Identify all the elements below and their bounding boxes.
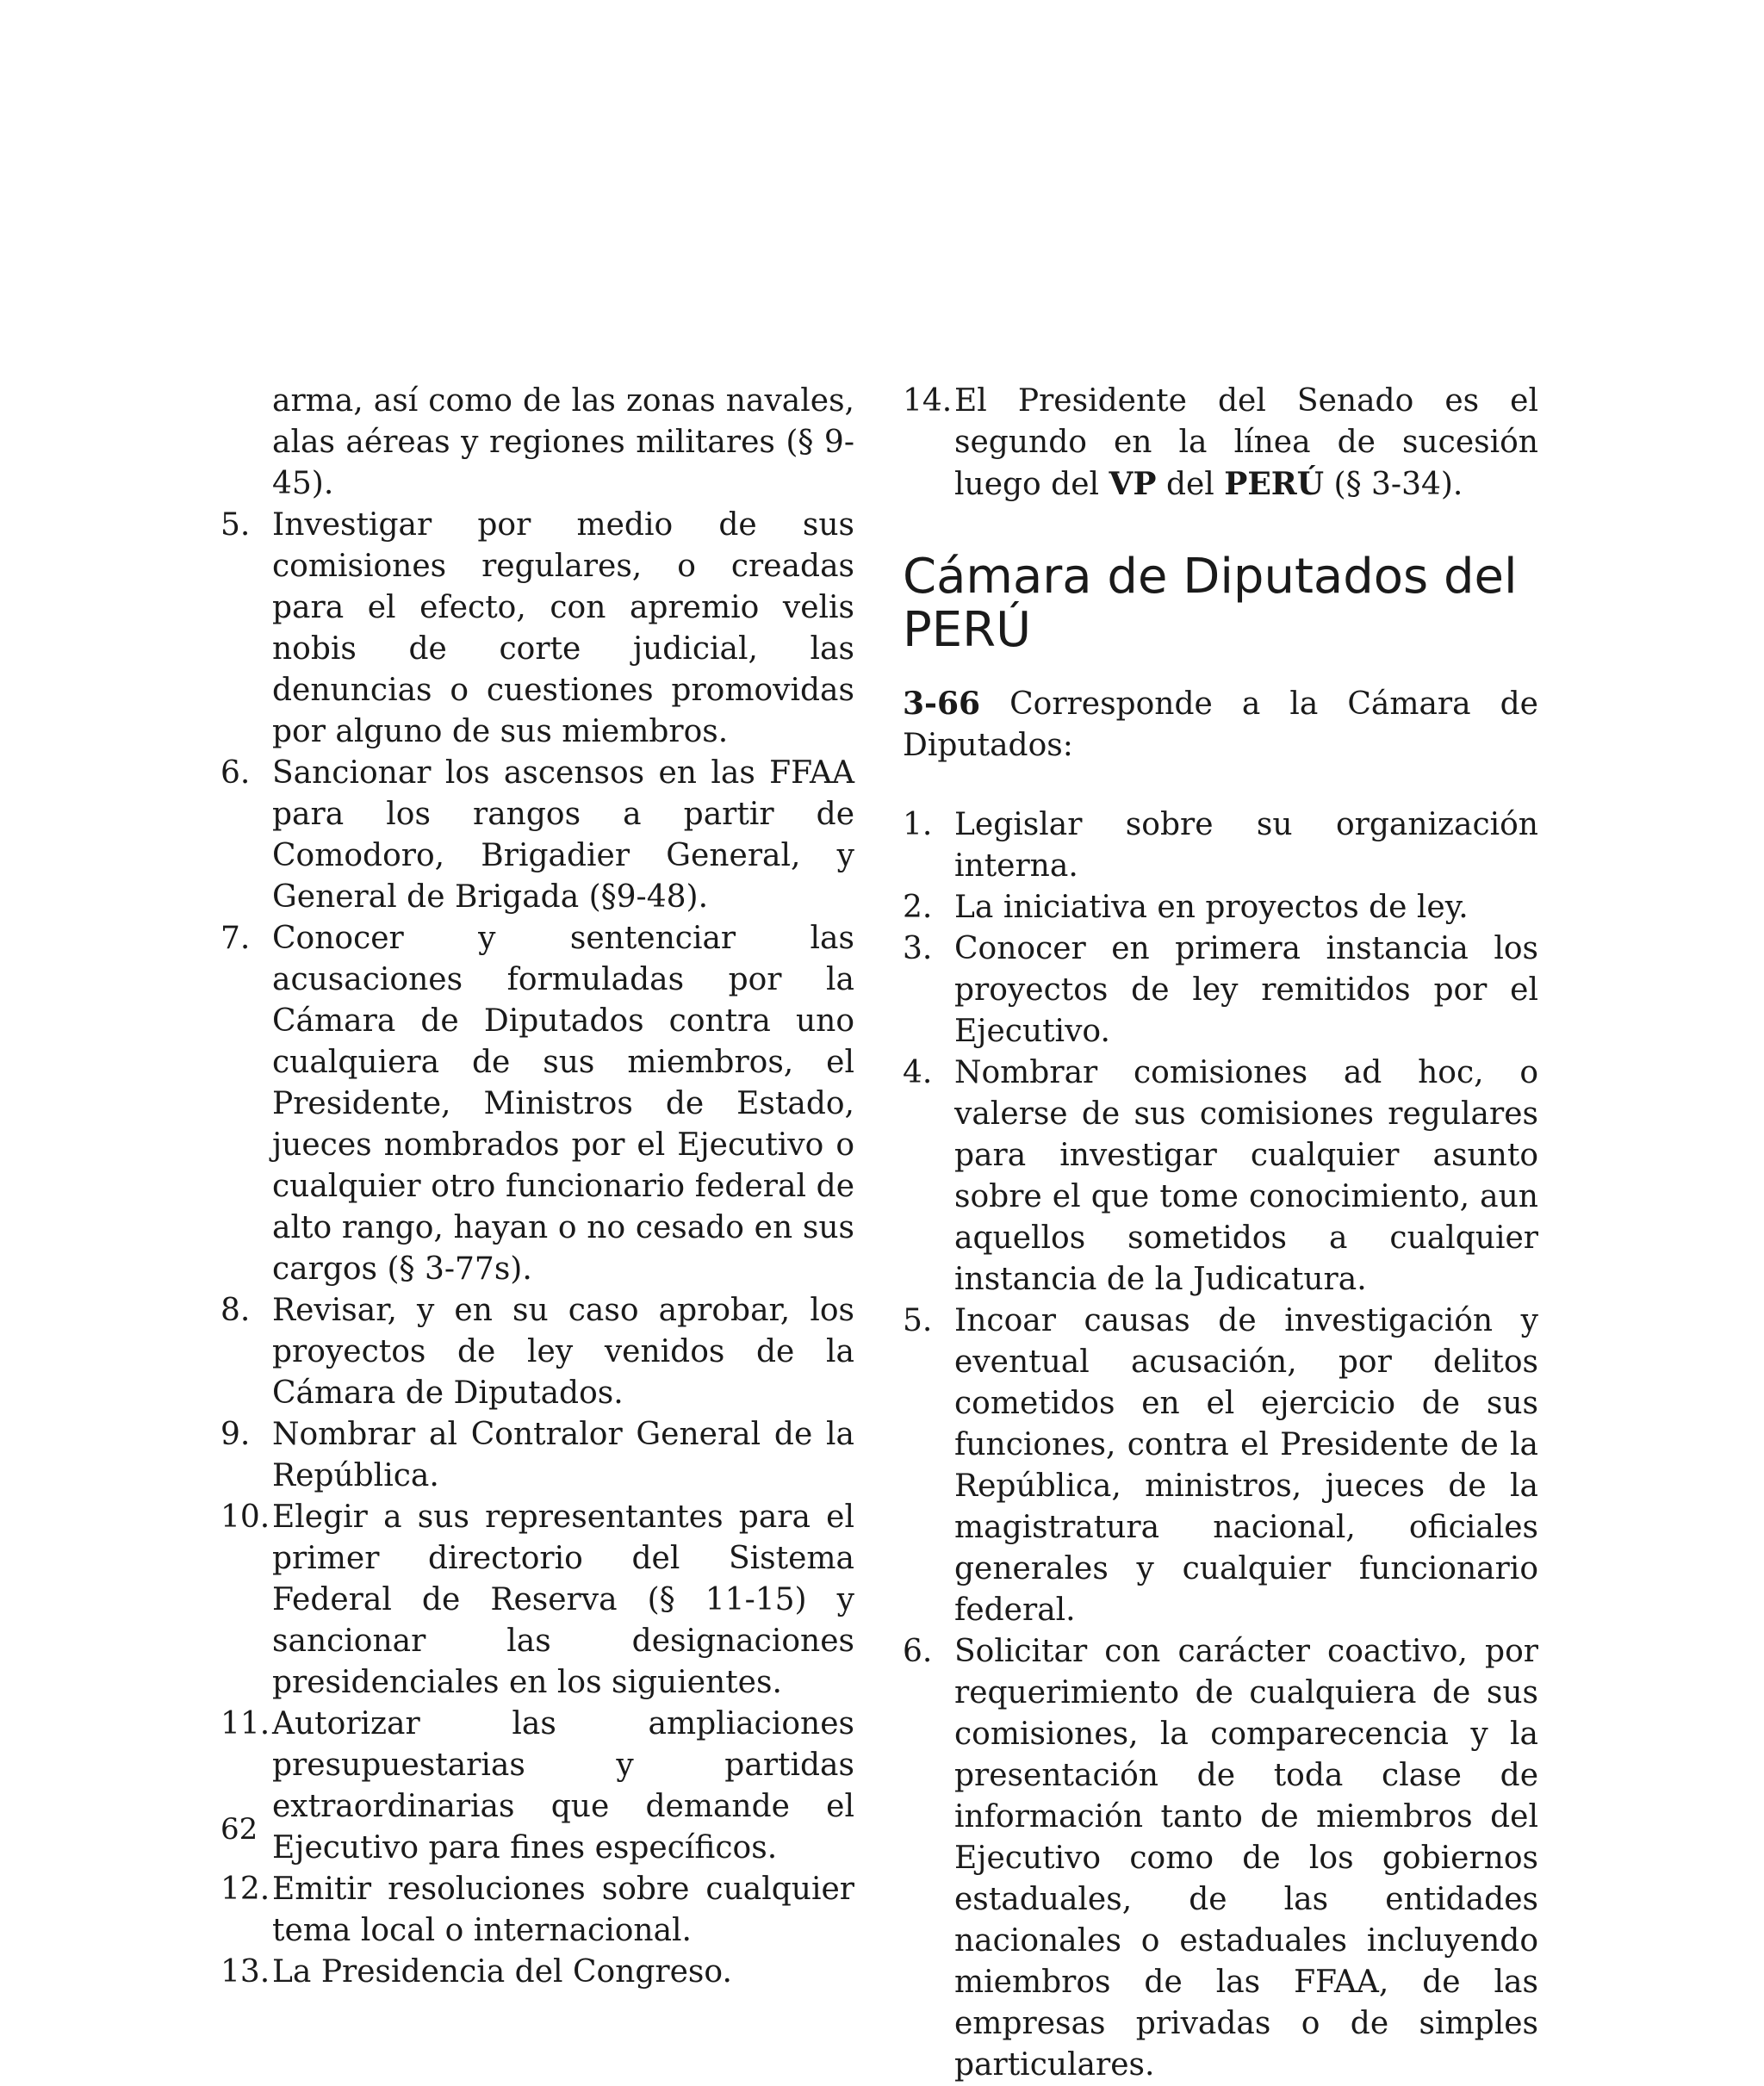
item14-text-c: (§ 3-34). (1324, 467, 1463, 502)
list-item-number: 7. (220, 921, 251, 956)
list-item (220, 1414, 854, 1497)
intro-text: Corresponde a la Cámara de Diputados: (903, 686, 1538, 763)
list-item-text: Emitir resoluciones sobre cualquier tema local o internacional. (272, 1872, 854, 1948)
section-heading: Cámara de Diputados del PERÚ (903, 549, 1518, 658)
right-column (903, 381, 1538, 2086)
item14-vp: VP (1109, 466, 1157, 502)
list-item-number: 10. (220, 1499, 270, 1535)
list-item (903, 928, 1538, 1052)
list-item (903, 1301, 1538, 1631)
list-item (220, 1952, 854, 1993)
list-item (220, 505, 854, 753)
list-item-text: Elegir a sus representantes para el primer directorio del Sistema Federal de Reserva (§ 11-15) y sancionar las designaciones presidenciales en los siguientes. (272, 1499, 854, 1700)
section-number: 3-66 (903, 686, 981, 722)
list-item-text: Solicitar con carácter coactivo, por requerimiento de cualquiera de sus comisiones, la comparecencia y la presentación de toda clase de información tanto de miembros del Ejecutivo como de los gobiernos estaduales, de las entidades nacionales o estaduales incluyendo miembros de las FFAA, de las empresas privadas o de simples particulares. (954, 1634, 1538, 2083)
list-item (220, 1290, 854, 1414)
continuation-text: arma, así como de las zonas navales, alas aéreas y regiones militares (§ 9-45). (272, 383, 854, 501)
item14-text-a: El Presidente del Senado es el segundo en la línea de sucesión luego del (954, 383, 1538, 502)
list-item-number: 12. (220, 1872, 270, 1907)
list-item-text: Revisar, y en su caso aprobar, los proyectos de ley venidos de la Cámara de Diputados. (272, 1293, 854, 1411)
list-item-text: La iniciativa en proyectos de ley. (954, 890, 1469, 925)
list-item-text: Nombrar al Contralor General de la República. (272, 1417, 854, 1493)
list-item-number: 1. (903, 807, 933, 842)
list-item-number: 6. (903, 1634, 933, 1669)
right-list-top (903, 381, 1538, 506)
list-item-number: 5. (903, 1303, 933, 1338)
list-item-number: 11. (220, 1706, 270, 1741)
list-item-number: 13. (220, 1954, 270, 1990)
list-item-text: Sancionar los ascensos en las FFAA para los rangos a partir de Comodoro, Brigadier General, y General de Brigada (§9-48). (272, 755, 854, 915)
list-item-number: 4. (903, 1055, 933, 1090)
list-item-text: Investigar por medio de sus comisiones regulares, o creadas para el efecto, con apremio velis nobis de corte judicial, las denuncias o cuestiones promovidas por alguno de sus miembros. (272, 507, 854, 749)
list-item (903, 1631, 1538, 2086)
left-items (220, 505, 854, 1993)
list-item (220, 1497, 854, 1704)
list-item (220, 753, 854, 918)
list-item-number: 6. (220, 755, 251, 791)
list-item-text: La Presidencia del Congreso. (272, 1954, 732, 1990)
list-item-text: Conocer en primera instancia los proyectos de ley remitidos por el Ejecutivo. (954, 931, 1538, 1049)
list-item-text: Conocer y sentenciar las acusaciones formuladas por la Cámara de Diputados contra uno cualquiera de sus miembros, el Presidente, Ministros de Estado, jueces nombrados por el Ejecutivo o cualquier otro funcionario federal de alto rango, hayan o no cesado en sus cargos (§ 3-77s). (272, 921, 854, 1287)
list-item (903, 804, 1538, 887)
list-item-number: 5. (220, 507, 251, 543)
left-list (220, 381, 854, 1993)
list-item-number: 2. (903, 890, 933, 925)
list-item-14 (903, 381, 1538, 506)
list-item-text: Autorizar las ampliaciones presupuestarias y partidas extraordinarias que demande el Ejecutivo para fines específicos. (272, 1706, 854, 1866)
list-item (903, 1052, 1538, 1301)
list-item-text: Nombrar comisiones ad hoc, o valerse de sus comisiones regulares para investigar cualquier asunto sobre el que tome conocimiento, aun aquellos sometidos a cualquier instancia de la Judicatura. (954, 1055, 1538, 1297)
list-item-number: 3. (903, 931, 933, 966)
list-item-number: 9. (220, 1417, 251, 1452)
page-number: 62 (220, 1812, 258, 1847)
list-item (903, 887, 1538, 928)
list-item (220, 1869, 854, 1952)
right-items (903, 804, 1538, 2086)
list-item (220, 918, 854, 1290)
list-item-text: Incoar causas de investigación y eventual acusación, por delitos cometidos en el ejercicio de sus funciones, contra el Presidente de la República, ministros, jueces de la magistratura nacional, oficiales generales y cualquier funcionario federal. (954, 1303, 1538, 1628)
left-column (220, 381, 854, 1993)
list-item-continuation (220, 381, 854, 505)
list-item-number: 8. (220, 1293, 251, 1328)
list-item-text: Legislar sobre su organización interna. (954, 807, 1538, 884)
list-item (220, 1704, 854, 1869)
item14-peru: PERÚ (1224, 466, 1325, 502)
list-item-number: 14. (903, 383, 953, 419)
item14-text-b: del (1156, 467, 1225, 502)
section-intro (903, 683, 1538, 767)
